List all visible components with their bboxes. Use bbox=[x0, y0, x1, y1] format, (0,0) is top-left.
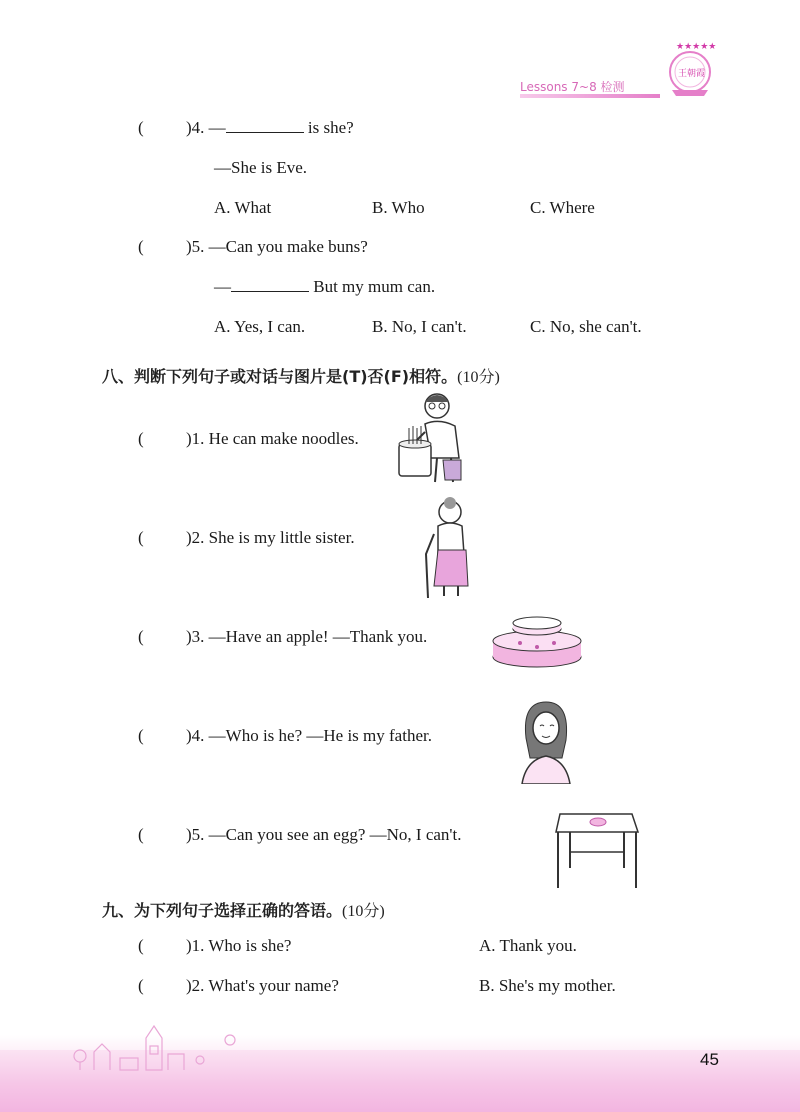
answer-paren[interactable]: ( bbox=[138, 726, 144, 745]
tf-item-4: )4. —Who is he? —He is my father. bbox=[186, 726, 432, 745]
answer-paren[interactable]: ( bbox=[138, 627, 144, 646]
table-with-egg-illustration bbox=[554, 806, 640, 888]
birthday-cake-illustration bbox=[490, 613, 584, 671]
castle-decoration-icon bbox=[60, 1024, 260, 1072]
option-c: C. No, she can't. bbox=[530, 317, 642, 336]
section-8-score: (10分) bbox=[457, 369, 500, 386]
header-title: Lessons 7~8 检测 bbox=[520, 80, 625, 94]
tf-item-5: )5. —Can you see an egg? —No, I can't. bbox=[186, 825, 462, 844]
section-9-title: 九、为下列句子选择正确的答语。(10分) bbox=[102, 901, 385, 920]
option-b: B. No, I can't. bbox=[372, 317, 467, 336]
fill-blank[interactable] bbox=[231, 279, 309, 292]
answer-paren[interactable]: ( bbox=[138, 237, 144, 256]
woman-portrait-illustration bbox=[516, 698, 574, 784]
badge-text: 王朝霞 bbox=[678, 69, 706, 79]
grandmother-with-cane-illustration bbox=[420, 494, 472, 598]
answer-paren[interactable]: ( bbox=[138, 936, 144, 955]
tf-item-3: )3. —Have an apple! —Thank you. bbox=[186, 627, 428, 646]
tf-item-2: )2. She is my little sister. bbox=[186, 528, 355, 547]
option-b: B. Who bbox=[372, 198, 425, 217]
question-4-number: )4. — bbox=[186, 118, 226, 137]
section-9-score: (10分) bbox=[342, 903, 385, 920]
match-question-2: )2. What's your name? bbox=[186, 976, 339, 995]
match-question-1: )1. Who is she? bbox=[186, 936, 292, 955]
answer-paren[interactable]: ( bbox=[138, 429, 144, 448]
question-5: )5. —Can you make buns? bbox=[186, 237, 368, 256]
question-4-tail: is she? bbox=[303, 118, 354, 137]
match-answer-b: B. She's my mother. bbox=[479, 976, 616, 995]
answer-paren[interactable]: ( bbox=[138, 976, 144, 995]
question-4-answer: —She is Eve. bbox=[214, 158, 308, 177]
option-c: C. Where bbox=[530, 198, 595, 217]
answer-paren[interactable]: ( bbox=[138, 528, 144, 547]
fill-blank[interactable] bbox=[226, 120, 304, 133]
match-answer-a: A. Thank you. bbox=[479, 936, 577, 955]
question-5-answer: — But my mum can. bbox=[214, 277, 436, 296]
answer-paren[interactable]: ( bbox=[138, 118, 144, 137]
svg-text:★★★★★: ★★★★★ bbox=[676, 42, 717, 52]
page-number: 45 bbox=[700, 1050, 719, 1069]
question-4 bbox=[186, 118, 354, 138]
tf-item-1: )1. He can make noodles. bbox=[186, 429, 359, 448]
option-a: A. Yes, I can. bbox=[214, 317, 306, 336]
header-underline bbox=[520, 94, 660, 98]
option-a: A. What bbox=[214, 198, 272, 217]
man-cooking-noodles-illustration bbox=[395, 388, 467, 484]
section-8-title: 八、判断下列句子或对话与图片是(T)否(F)相符。(10分) bbox=[102, 367, 500, 386]
answer-paren[interactable]: ( bbox=[138, 825, 144, 844]
brand-badge-logo bbox=[662, 40, 718, 98]
